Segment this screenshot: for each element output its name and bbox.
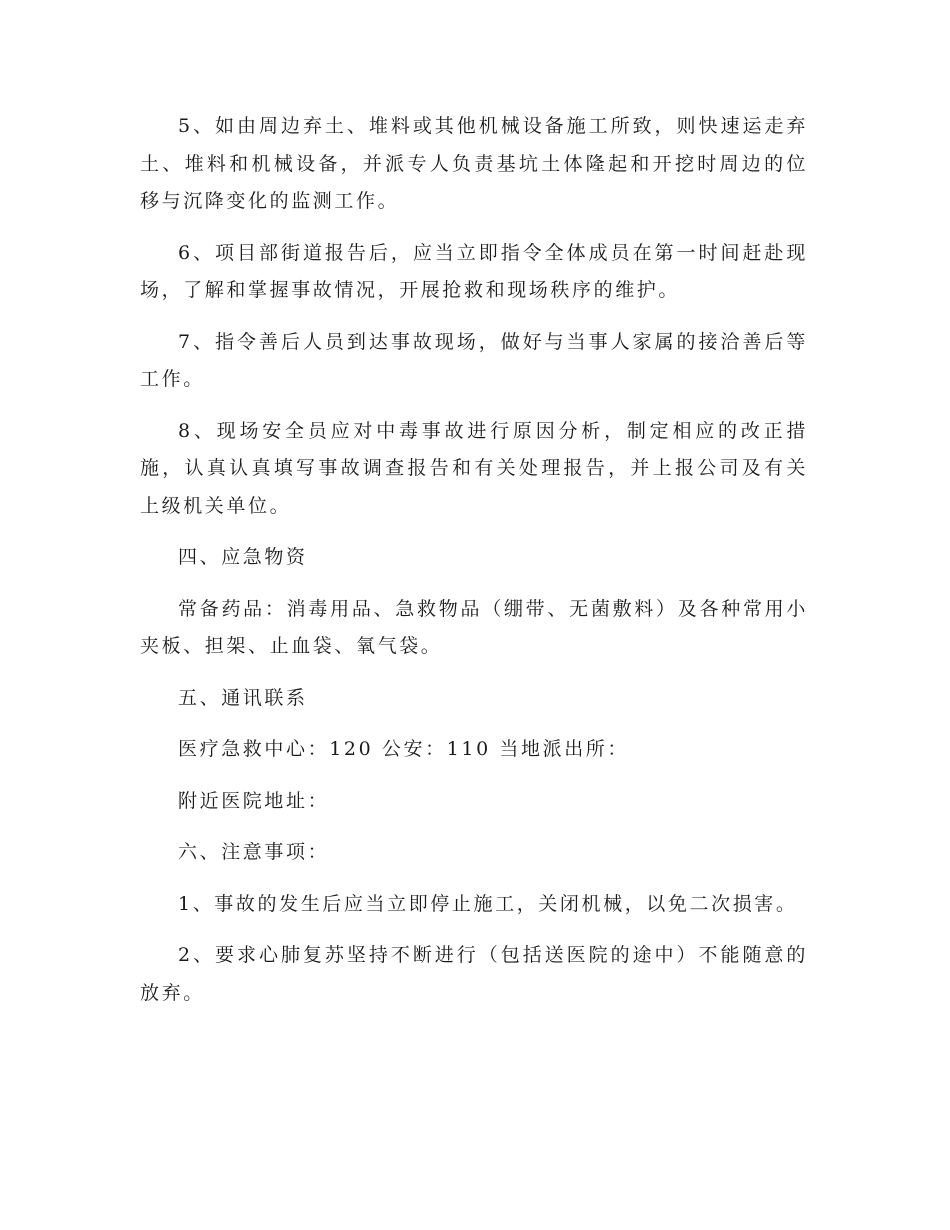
section-heading-communication: 五、通讯联系 (178, 686, 308, 709)
paragraph-note-2: 2、要求心肺复苏坚持不断进行（包括送医院的途中）不能随意的放弃。 (140, 944, 808, 1004)
paragraph-item-5: 5、如由周边弃土、堆料或其他机械设备施工所致，则快速运走弃土、堆料和机械设备，并派专人负责基坑土体隆起和开挖时周边的位移与沉降变化的监测工作。 (140, 115, 808, 212)
paragraph-supplies: 常备药品：消毒用品、急救物品（绷带、无菌敷料）及各种常用小夹板、担架、止血袋、氧气袋。 (140, 597, 808, 657)
paragraph-item-8: 8、现场安全员应对中毒事故进行原因分析，制定相应的改正措施，认真认真填写事故调查报告和有关处理报告，并上报公司及有关上级机关单位。 (140, 419, 808, 517)
document-body (140, 108, 808, 1026)
paragraph-note-1: 1、事故的发生后应当立即停止施工，关闭机械，以免二次损害。 (178, 892, 798, 915)
section-heading-precautions: 六、注意事项： (178, 841, 330, 863)
paragraph-item-7: 7、指令善后人员到达事故现场，做好与当事人家属的接洽善后等工作。 (140, 330, 808, 390)
paragraph-item-6: 6、项目部街道报告后，应当立即指令全体成员在第一时间赶赴现场，了解和掌握事故情况，开展抢救和现场秩序的维护。 (140, 241, 808, 301)
paragraph-contacts: 医疗急救中心：120 公安：110 当地派出所： (178, 738, 630, 760)
paragraph-hospital-address: 附近医院地址： (178, 789, 330, 812)
section-heading-emergency-supplies: 四、应急物资 (178, 546, 308, 568)
